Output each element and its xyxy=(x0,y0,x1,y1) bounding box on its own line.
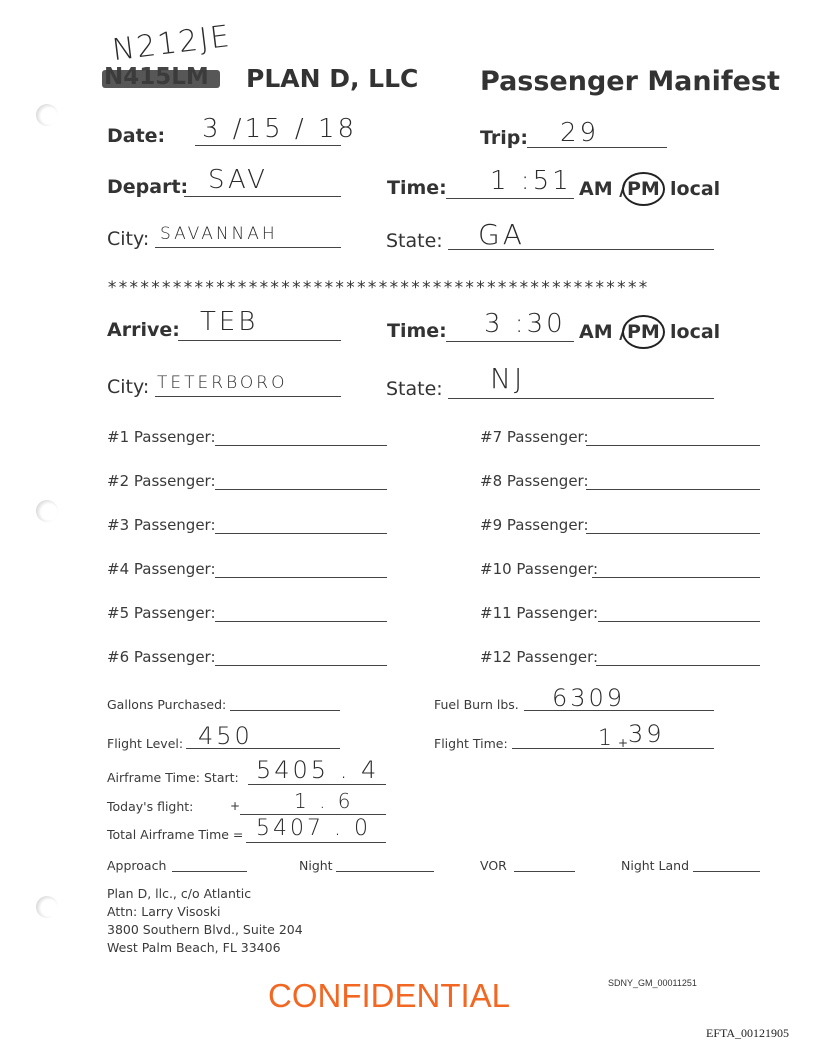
passenger-line-4 xyxy=(215,577,387,578)
bates-number-large: EFTA_00121905 xyxy=(706,1026,790,1040)
fuel-burn-label: Fuel Burn lbs. xyxy=(434,697,519,712)
airframe-start-label: Airframe Time: Start: xyxy=(107,770,239,785)
passenger-label-12: #12 Passenger: xyxy=(480,648,599,666)
flight-level-label: Flight Level: xyxy=(107,736,184,751)
depart-state-label: State: xyxy=(386,230,443,252)
punch-hole-bottom xyxy=(36,896,58,918)
arrive-city-label: City: xyxy=(107,376,150,398)
passenger-label-11: #11 Passenger: xyxy=(480,604,599,622)
passenger-label-10: #10 Passenger: xyxy=(480,560,599,578)
todays-flight-plus: + xyxy=(230,799,241,813)
depart-local-label: local xyxy=(670,178,721,200)
date-line xyxy=(195,145,341,146)
flight-time-label: Flight Time: xyxy=(434,736,508,751)
struck-tail-number xyxy=(104,64,209,90)
depart-label: Depart: xyxy=(107,176,189,198)
address-line-2: Attn: Larry Visoski xyxy=(107,904,221,919)
passenger-label-1: #1 Passenger: xyxy=(107,428,216,446)
punch-hole-top xyxy=(36,104,58,126)
approach-label: Approach xyxy=(107,858,167,873)
total-airframe-label: Total Airframe Time = xyxy=(107,827,244,842)
arrive-city-line xyxy=(155,396,341,397)
trip-value: 29 xyxy=(560,118,600,148)
page-title: Passenger Manifest xyxy=(480,66,780,97)
address-line-1: Plan D, llc., c/o Atlantic xyxy=(107,886,252,901)
depart-state-value: GA xyxy=(478,218,525,251)
depart-city-line xyxy=(155,247,341,248)
flight-time-minutes: 39 xyxy=(628,720,665,748)
night-label: Night xyxy=(299,858,333,873)
depart-city-value: SAVANNAH xyxy=(160,224,278,244)
company-name: PLAN D, LLC xyxy=(246,64,419,93)
depart-pm-circled: PM xyxy=(622,172,665,206)
passenger-label-5: #5 Passenger: xyxy=(107,604,216,622)
gallons-line xyxy=(230,710,340,711)
depart-value: SAV xyxy=(208,165,268,195)
arrive-state-label: State: xyxy=(386,378,443,400)
date-label: Date: xyxy=(107,125,166,147)
todays-flight-value: 1 . 6 xyxy=(294,789,354,813)
todays-flight-label: Today's flight: xyxy=(107,799,194,814)
depart-state-line xyxy=(448,249,714,250)
arrive-value: TEB xyxy=(200,307,259,337)
passenger-line-12 xyxy=(596,665,760,666)
arrive-state-value: NJ xyxy=(490,362,526,395)
passenger-label-2: #2 Passenger: xyxy=(107,472,216,490)
arrive-city-value: TETERBORO xyxy=(157,373,288,393)
passenger-line-7 xyxy=(586,445,760,446)
address-line-3: 3800 Southern Blvd., Suite 204 xyxy=(107,922,303,937)
flight-level-line xyxy=(186,748,340,749)
arrive-local-label: local xyxy=(670,321,721,343)
confidential-stamp: CONFIDENTIAL xyxy=(268,977,511,1014)
arrive-time-label: Time: xyxy=(387,320,447,342)
arrive-time-line xyxy=(446,341,574,342)
trip-line xyxy=(527,147,667,148)
depart-am-label: AM / xyxy=(579,178,627,200)
flight-level-value: 450 xyxy=(198,722,253,750)
depart-time-line xyxy=(446,198,574,199)
handwritten-tail-number: N212JE xyxy=(110,18,234,69)
depart-city-label: City: xyxy=(107,228,150,250)
passenger-label-7: #7 Passenger: xyxy=(480,428,589,446)
passenger-line-2 xyxy=(215,489,387,490)
night-land-label: Night Land xyxy=(621,858,690,873)
passenger-line-6 xyxy=(215,665,387,666)
airframe-start-value: 5405 . 4 xyxy=(256,756,380,784)
todays-flight-line xyxy=(240,814,386,815)
passenger-line-11 xyxy=(598,621,760,622)
passenger-line-3 xyxy=(215,533,387,534)
arrive-pm-circled: PM xyxy=(622,315,665,349)
depart-time-value: 1 :51 xyxy=(490,166,572,196)
total-airframe-line xyxy=(246,842,386,843)
fuel-burn-line xyxy=(524,710,714,711)
arrive-line xyxy=(178,340,341,341)
bates-number-small: SDNY_GM_00011251 xyxy=(608,978,697,988)
night-land-line xyxy=(693,871,760,872)
date-value: 3 /15 / 18 xyxy=(202,114,358,144)
total-airframe-value: 5407 . 0 xyxy=(256,816,371,841)
strike-scribble xyxy=(102,70,220,88)
punch-hole-middle xyxy=(36,500,58,522)
separator-stars: ************************************************** xyxy=(107,278,649,298)
address-line-4: West Palm Beach, FL 33406 xyxy=(107,940,281,955)
flight-time-plus: + xyxy=(618,736,629,750)
night-line xyxy=(336,871,434,872)
passenger-label-9: #9 Passenger: xyxy=(480,516,589,534)
arrive-am-label: AM / xyxy=(579,321,627,343)
passenger-line-10 xyxy=(592,577,760,578)
passenger-label-8: #8 Passenger: xyxy=(480,472,589,490)
flight-time-line xyxy=(512,748,714,749)
passenger-line-5 xyxy=(215,621,387,622)
arrive-state-line xyxy=(448,398,714,399)
vor-label: VOR xyxy=(480,858,507,873)
gallons-label: Gallons Purchased: xyxy=(107,697,227,712)
vor-line xyxy=(514,871,575,872)
depart-time-label: Time: xyxy=(387,177,447,199)
passenger-line-1 xyxy=(215,445,387,446)
passenger-line-8 xyxy=(586,489,760,490)
depart-line xyxy=(184,196,341,197)
trip-label: Trip: xyxy=(480,127,528,149)
arrive-time-value: 3 :30 xyxy=(484,309,566,339)
airframe-start-line xyxy=(248,784,386,785)
passenger-label-3: #3 Passenger: xyxy=(107,516,216,534)
passenger-label-6: #6 Passenger: xyxy=(107,648,216,666)
approach-line xyxy=(172,871,247,872)
passenger-line-9 xyxy=(586,533,760,534)
passenger-label-4: #4 Passenger: xyxy=(107,560,216,578)
flight-time-hours: 1 xyxy=(598,726,615,751)
arrive-label: Arrive: xyxy=(107,319,180,341)
fuel-burn-value: 6309 xyxy=(552,684,626,712)
